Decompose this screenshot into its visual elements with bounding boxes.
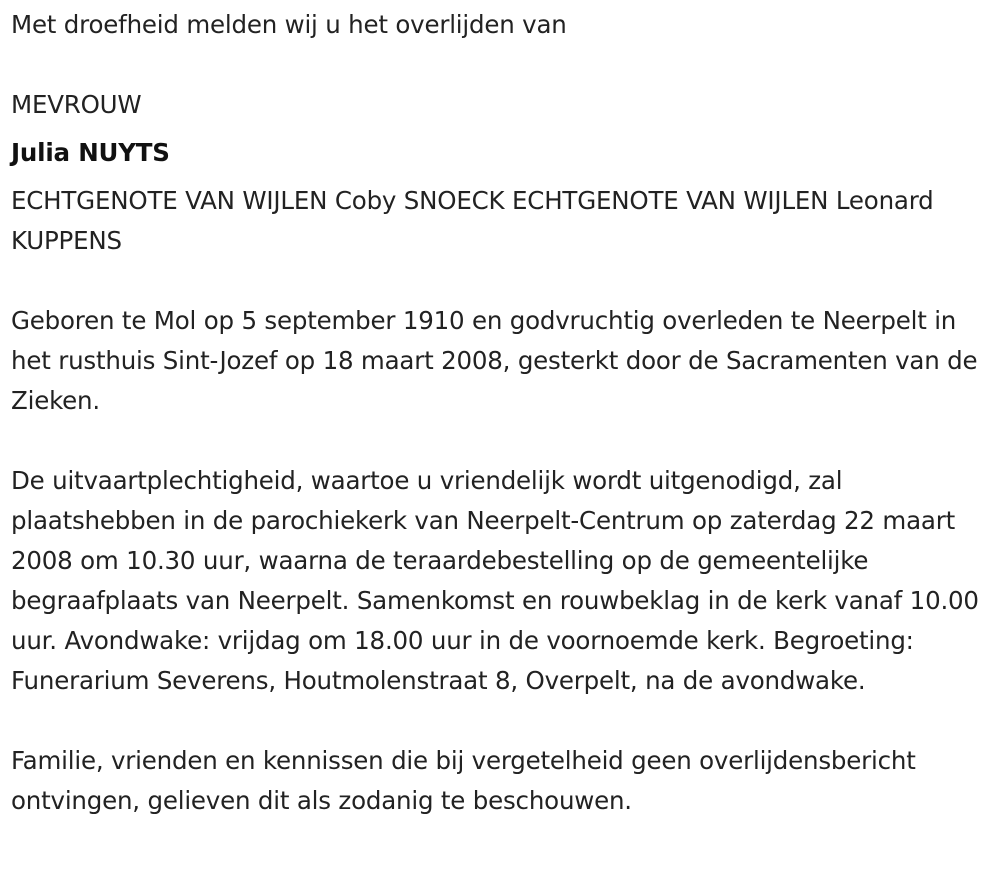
ceremony-paragraph: De uitvaartplechtigheid, waartoe u vriendelijk wordt uitgenodigd, zal plaatshebben in de parochiekerk van Neerpelt-Centrum op zaterdag 22 maart 2008 om 10.30 uur, waarna de teraardebestelling op de gemeentelijke begraafplaats van Neerpelt. Samenkomst en rouwbeklag in de kerk vanaf 10.00 uur. Avondwake: vrijdag om 18.00 uur in de voornoemde kerk. Begroeting: Funerarium Severens, Houtmolenstraat 8, Overpelt, na de avondwake.	[11, 466, 979, 695]
birth-death-paragraph: Geboren te Mol op 5 september 1910 en godvruchtig overleden te Neerpelt in het rusthuis Sint-Jozef op 18 maart 2008, gesterkt door de Sacramenten van de Zieken.	[11, 306, 978, 415]
closing-paragraph: Familie, vrienden en kennissen die bij vergetelheid geen overlijdensbericht ontvingen, gelieven dit als zodanig te beschouwen.	[11, 746, 916, 815]
spacer	[11, 421, 996, 461]
spacer	[11, 45, 996, 85]
spouses-text: ECHTGENOTE VAN WIJLEN Coby SNOECK ECHTGENOTE VAN WIJLEN Leonard KUPPENS	[11, 186, 934, 255]
obituary-notice	[11, 5, 996, 821]
intro-text: Met droefheid melden wij u het overlijden van	[11, 10, 567, 39]
spacer	[11, 125, 996, 133]
spacer	[11, 701, 996, 741]
salutation: MEVROUW	[11, 90, 142, 119]
deceased-name: Julia NUYTS	[11, 138, 170, 167]
spacer	[11, 261, 996, 301]
